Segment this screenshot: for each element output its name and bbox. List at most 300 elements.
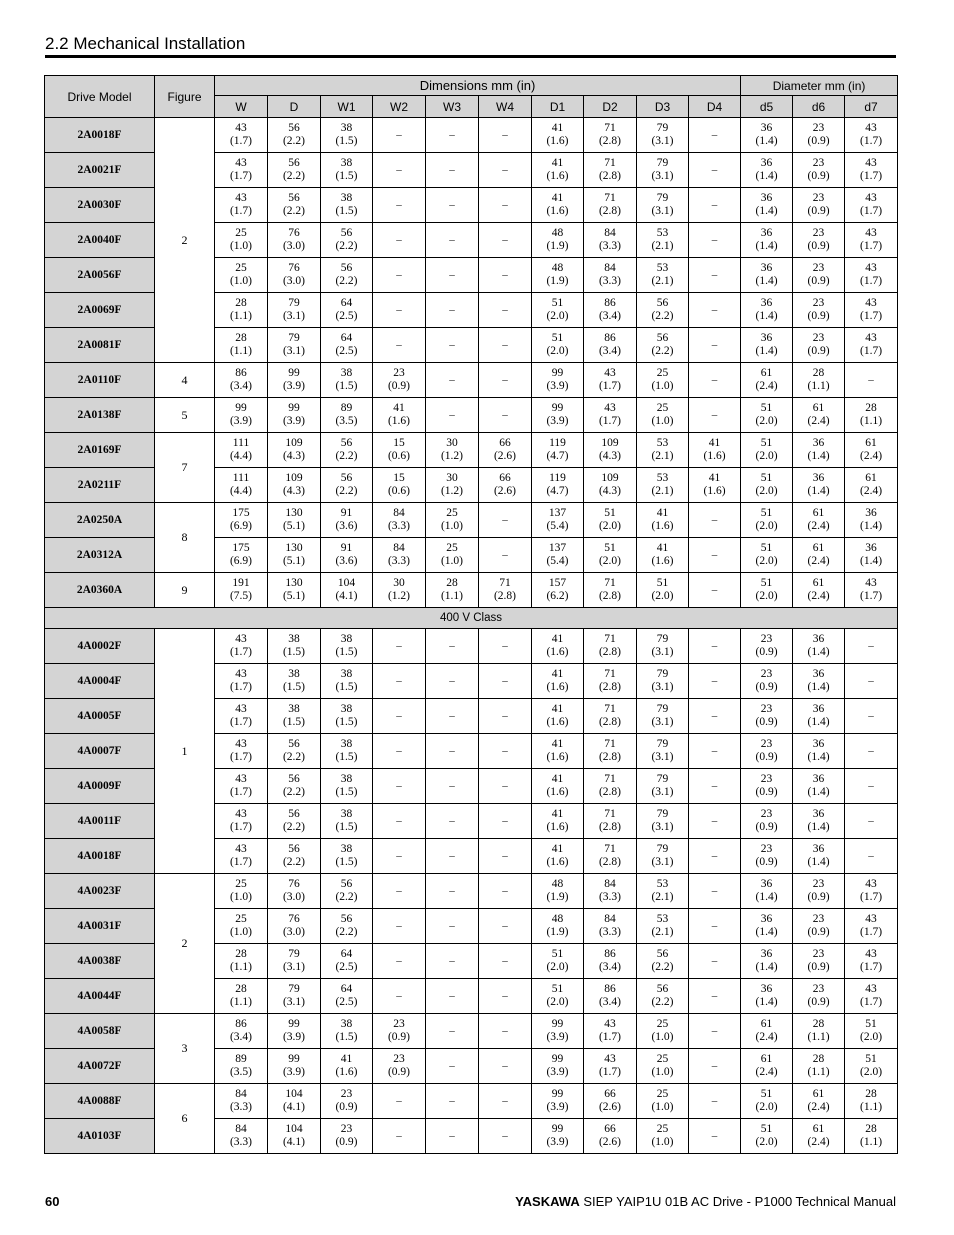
value-mm: 51: [760, 507, 773, 519]
value-mm: 41: [656, 507, 669, 519]
value-in: (1.7): [229, 205, 253, 217]
value-mm: –: [711, 233, 718, 246]
dimension-cell: [845, 769, 898, 804]
dimension-cell: [373, 629, 426, 664]
dimension-cell: [689, 1119, 741, 1154]
dimension-cell: [793, 258, 845, 293]
dimension-cell: [532, 153, 584, 188]
value-mm: 36: [865, 507, 877, 519]
dimension-cell: [845, 363, 898, 398]
dimension-cell: [373, 1049, 426, 1084]
dimension-cell: [479, 328, 532, 363]
value-mm: 71: [604, 738, 616, 750]
value-mm: 130: [285, 507, 303, 519]
dimension-cell: [479, 1049, 532, 1084]
dimension-cell: [321, 468, 373, 503]
value-in: (2.8): [598, 821, 622, 833]
dimension-cell: [793, 503, 845, 538]
dimension-cell: [845, 664, 898, 699]
value-mm: –: [502, 744, 508, 757]
value-mm: 76: [288, 913, 300, 925]
dimension-cell: [373, 258, 426, 293]
dimension-cell: [584, 328, 637, 363]
value-mm: 86: [235, 367, 247, 379]
dimension-cell: [845, 328, 898, 363]
value-mm: 79: [656, 773, 669, 785]
dimension-cell: [845, 909, 898, 944]
value-mm: 23: [812, 122, 825, 134]
value-mm: 66: [604, 1123, 616, 1135]
value-in: (1.0): [229, 275, 253, 287]
value-in: (2.0): [598, 520, 622, 532]
value-mm: 36: [760, 878, 773, 890]
dimension-cell: [268, 188, 321, 223]
value-mm: 157: [548, 577, 567, 589]
dimension-cell: [793, 979, 845, 1014]
value-mm: 43: [235, 157, 247, 169]
value-mm: 109: [601, 472, 619, 484]
value-mm: 71: [604, 703, 616, 715]
value-in: (3.3): [387, 520, 411, 532]
value-in: (1.4): [807, 751, 830, 763]
dimension-cell: [637, 1049, 689, 1084]
value-mm: 89: [340, 402, 353, 414]
value-mm: –: [449, 744, 455, 757]
value-mm: 175: [232, 542, 250, 554]
value-in: (3.0): [282, 926, 306, 938]
value-in: (1.6): [546, 681, 569, 693]
value-in: (1.7): [860, 961, 883, 973]
dimension-cell: [584, 538, 637, 573]
value-mm: –: [711, 583, 718, 596]
value-mm: 61: [812, 507, 825, 519]
value-in: (1.7): [598, 380, 622, 392]
dimension-cell: [321, 503, 373, 538]
dimension-cell: [845, 258, 898, 293]
value-mm: 41: [551, 122, 564, 134]
value-mm: 36: [812, 633, 825, 645]
value-mm: 99: [551, 1088, 564, 1100]
value-mm: 41: [551, 703, 564, 715]
value-mm: 89: [235, 1053, 247, 1065]
value-mm: 38: [340, 122, 353, 134]
dimension-cell: [215, 118, 268, 153]
value-mm: –: [868, 779, 874, 792]
dimension-cell: [215, 874, 268, 909]
dimension-cell: [741, 328, 793, 363]
table-row: [45, 398, 898, 433]
value-in: (5.1): [282, 590, 306, 602]
value-mm: 71: [499, 577, 511, 589]
value-mm: –: [711, 128, 718, 141]
dimension-cell: [532, 804, 584, 839]
dimension-cell: [584, 1014, 637, 1049]
dimension-cell: [637, 328, 689, 363]
dimension-cell: [268, 363, 321, 398]
value-in: (1.4): [755, 345, 778, 357]
value-in: (2.2): [335, 485, 358, 497]
value-mm: 43: [865, 122, 877, 134]
value-mm: 51: [760, 542, 773, 554]
dimension-cell: [584, 769, 637, 804]
value-in: (1.5): [335, 821, 358, 833]
value-in: (3.1): [651, 786, 674, 798]
value-in: (1.4): [755, 170, 778, 182]
value-mm: 53: [656, 913, 669, 925]
value-mm: –: [711, 954, 718, 967]
value-mm: 25: [446, 507, 458, 519]
dimension-cell: [426, 398, 479, 433]
value-mm: 84: [604, 262, 616, 274]
dimension-cell: [584, 293, 637, 328]
dimension-cell: [373, 804, 426, 839]
value-in: (1.5): [335, 170, 358, 182]
dimension-cell: [268, 538, 321, 573]
dimension-cell: [741, 699, 793, 734]
dimension-cell: [321, 258, 373, 293]
value-in: (3.1): [651, 856, 674, 868]
dimension-cell: [479, 909, 532, 944]
dimension-cell: [479, 538, 532, 573]
dimension-cell: [532, 909, 584, 944]
value-mm: 56: [288, 122, 300, 134]
value-mm: 43: [865, 983, 877, 995]
dimension-cell: [268, 573, 321, 608]
value-mm: 130: [285, 542, 303, 554]
value-mm: 99: [288, 402, 300, 414]
value-mm: 137: [548, 542, 567, 554]
dimension-cell: [689, 944, 741, 979]
value-mm: –: [711, 779, 718, 792]
value-mm: 84: [393, 542, 405, 554]
value-in: (1.1): [807, 1066, 830, 1078]
value-mm: 76: [288, 878, 300, 890]
column-header: D1: [532, 96, 584, 118]
value-mm: 66: [499, 472, 511, 484]
dimension-cell: [268, 629, 321, 664]
dimension-cell: [215, 223, 268, 258]
value-in: (1.6): [546, 716, 569, 728]
value-mm: 86: [235, 1018, 247, 1030]
dimension-cell: [689, 538, 741, 573]
dimension-cell: [426, 293, 479, 328]
value-mm: 30: [446, 472, 458, 484]
dimension-cell: [321, 909, 373, 944]
dimension-cell: [426, 363, 479, 398]
value-mm: 48: [551, 227, 564, 239]
value-in: (3.1): [651, 716, 674, 728]
dimension-cell: [637, 258, 689, 293]
dimension-cell: [268, 223, 321, 258]
value-in: (2.2): [282, 170, 306, 182]
dimension-cell: [426, 468, 479, 503]
dimension-cell: [584, 804, 637, 839]
value-mm: –: [502, 639, 508, 652]
voltage-class-label: 400 V Class: [45, 608, 898, 629]
dimension-cell: [479, 573, 532, 608]
value-mm: 38: [340, 703, 353, 715]
dimension-cell: [426, 1014, 479, 1049]
value-mm: 28: [865, 402, 877, 414]
value-in: (1.4): [755, 240, 778, 252]
dimension-cell: [373, 769, 426, 804]
value-mm: 23: [812, 332, 825, 344]
dimension-cell: [321, 433, 373, 468]
value-in: (0.9): [807, 345, 830, 357]
value-mm: 79: [288, 948, 300, 960]
value-mm: 41: [551, 633, 564, 645]
dimension-cell: [215, 1014, 268, 1049]
dimension-cell: [215, 944, 268, 979]
value-mm: –: [396, 779, 402, 792]
dimension-cell: [215, 1119, 268, 1154]
dimension-cell: [479, 734, 532, 769]
value-mm: 56: [340, 878, 353, 890]
dimension-cell: [373, 874, 426, 909]
dimension-cell: [637, 769, 689, 804]
dimension-cell: [321, 629, 373, 664]
value-in: (1.4): [860, 555, 883, 567]
value-in: (2.2): [282, 205, 306, 217]
dimension-cell: [793, 839, 845, 874]
value-mm: –: [711, 338, 718, 351]
value-in: (1.7): [860, 996, 883, 1008]
value-mm: 25: [235, 227, 247, 239]
dimension-cell: [268, 839, 321, 874]
value-in: (3.1): [282, 961, 306, 973]
value-mm: 41: [551, 808, 564, 820]
dimension-cell: [793, 769, 845, 804]
dimension-cell: [584, 874, 637, 909]
value-mm: 43: [865, 878, 877, 890]
value-in: (2.4): [807, 1136, 830, 1148]
value-mm: 43: [865, 157, 877, 169]
dimension-cell: [584, 398, 637, 433]
value-in: (2.4): [807, 555, 830, 567]
table-row: [45, 629, 898, 664]
drive-model-cell: 4A0023F: [45, 874, 155, 909]
value-in: (2.0): [755, 485, 778, 497]
value-mm: 41: [551, 773, 564, 785]
dimension-cell: [741, 1084, 793, 1119]
value-mm: 56: [340, 437, 353, 449]
value-in: (1.2): [440, 485, 464, 497]
value-mm: 51: [551, 297, 564, 309]
value-mm: –: [502, 884, 508, 897]
value-mm: 48: [551, 262, 564, 274]
value-mm: 38: [340, 843, 353, 855]
value-in: (1.5): [335, 856, 358, 868]
value-mm: 71: [604, 122, 616, 134]
dimension-cell: [689, 874, 741, 909]
value-mm: 23: [760, 843, 773, 855]
value-mm: 36: [760, 948, 773, 960]
dimension-cell: [584, 188, 637, 223]
dimension-cell: [793, 664, 845, 699]
value-in: (1.9): [546, 240, 569, 252]
dimension-cell: [479, 804, 532, 839]
value-in: (1.4): [807, 786, 830, 798]
value-mm: –: [449, 709, 455, 722]
value-in: (1.7): [860, 205, 883, 217]
dimension-cell: [689, 1084, 741, 1119]
value-in: (4.3): [282, 450, 306, 462]
dimension-cell: [689, 433, 741, 468]
dimension-cell: [215, 734, 268, 769]
dimension-cell: [845, 629, 898, 664]
table-row: [45, 433, 898, 468]
value-mm: 51: [760, 437, 773, 449]
value-mm: 36: [812, 738, 825, 750]
value-in: (2.6): [598, 1136, 622, 1148]
column-header: d7: [845, 96, 898, 118]
value-mm: –: [396, 1094, 402, 1107]
dimension-cell: [321, 944, 373, 979]
value-mm: 25: [235, 878, 247, 890]
dimension-cell: [689, 293, 741, 328]
value-mm: –: [868, 373, 874, 386]
dimension-cell: [741, 839, 793, 874]
drive-model-cell: 4A0011F: [45, 804, 155, 839]
dimension-cell: [532, 468, 584, 503]
value-mm: 71: [604, 157, 616, 169]
value-mm: 41: [551, 668, 564, 680]
dimension-cell: [637, 398, 689, 433]
value-mm: 43: [865, 297, 877, 309]
value-mm: 61: [865, 472, 877, 484]
dimension-cell: [426, 979, 479, 1014]
value-mm: –: [711, 849, 718, 862]
value-mm: –: [711, 163, 718, 176]
value-mm: 41: [708, 437, 721, 449]
value-in: (0.9): [755, 821, 778, 833]
dimension-cell: [479, 293, 532, 328]
value-in: (3.1): [651, 135, 674, 147]
value-mm: 53: [656, 227, 669, 239]
value-in: (1.0): [651, 1136, 674, 1148]
value-in: (1.4): [755, 275, 778, 287]
value-in: (4.1): [282, 1101, 306, 1113]
value-mm: 71: [604, 808, 616, 820]
value-mm: 86: [604, 983, 616, 995]
value-in: (3.1): [282, 996, 306, 1008]
dimension-cell: [215, 804, 268, 839]
dimension-cell: [741, 398, 793, 433]
dimension-cell: [637, 944, 689, 979]
value-in: (2.2): [651, 310, 674, 322]
dimension-cell: [373, 699, 426, 734]
dimension-cell: [637, 573, 689, 608]
value-mm: 36: [865, 542, 877, 554]
value-mm: –: [868, 674, 874, 687]
value-mm: –: [711, 373, 718, 386]
dimension-cell: [426, 433, 479, 468]
value-in: (1.1): [860, 415, 883, 427]
value-mm: 25: [235, 913, 247, 925]
dimension-cell: [689, 1014, 741, 1049]
dimension-cell: [741, 538, 793, 573]
value-mm: 38: [288, 633, 300, 645]
dimension-cell: [373, 538, 426, 573]
dimension-cell: [321, 1084, 373, 1119]
value-in: (0.6): [387, 485, 411, 497]
value-mm: 23: [393, 367, 405, 379]
dimension-cell: [689, 804, 741, 839]
value-mm: 23: [393, 1018, 405, 1030]
value-mm: 41: [551, 192, 564, 204]
dimension-cell: [321, 118, 373, 153]
value-in: (2.2): [282, 856, 306, 868]
value-in: (2.8): [598, 751, 622, 763]
dimension-cell: [268, 118, 321, 153]
dimension-cell: [584, 1049, 637, 1084]
value-in: (3.1): [651, 646, 674, 658]
value-in: (2.8): [598, 170, 622, 182]
value-mm: 99: [551, 1123, 564, 1135]
value-in: (0.9): [755, 751, 778, 763]
dimension-cell: [268, 944, 321, 979]
dimension-cell: [479, 188, 532, 223]
dimension-cell: [637, 1119, 689, 1154]
value-in: (4.4): [229, 450, 253, 462]
value-in: (1.1): [440, 590, 464, 602]
value-in: (3.9): [229, 415, 253, 427]
value-mm: 43: [865, 577, 877, 589]
value-mm: 43: [235, 808, 247, 820]
value-mm: 99: [288, 367, 300, 379]
dimension-cell: [689, 503, 741, 538]
dimension-cell: [689, 328, 741, 363]
dimension-cell: [741, 258, 793, 293]
value-mm: 56: [656, 297, 669, 309]
dimension-cell: [689, 734, 741, 769]
value-mm: 99: [551, 1053, 564, 1065]
value-in: (2.1): [651, 275, 674, 287]
dimension-cell: [584, 258, 637, 293]
value-mm: 43: [604, 402, 616, 414]
value-mm: 23: [340, 1123, 353, 1135]
value-mm: 43: [604, 367, 616, 379]
value-mm: 111: [232, 472, 250, 484]
dimension-cell: [584, 1084, 637, 1119]
value-mm: 38: [288, 668, 300, 680]
dimension-cell: [845, 979, 898, 1014]
value-in: (2.6): [493, 450, 517, 462]
dimension-cell: [215, 909, 268, 944]
value-mm: 56: [656, 332, 669, 344]
value-in: (0.9): [807, 961, 830, 973]
value-in: (2.6): [598, 1101, 622, 1113]
value-mm: 61: [812, 402, 825, 414]
value-in: (1.5): [335, 135, 358, 147]
value-in: (2.6): [493, 485, 517, 497]
value-in: (2.4): [755, 1031, 778, 1043]
value-mm: 43: [865, 332, 877, 344]
dimension-cell: [584, 468, 637, 503]
value-in: (2.0): [546, 310, 569, 322]
value-mm: 23: [812, 948, 825, 960]
value-mm: 43: [604, 1053, 616, 1065]
table-row: [45, 1084, 898, 1119]
value-in: (1.2): [440, 450, 464, 462]
value-mm: 51: [551, 948, 564, 960]
column-header: D: [268, 96, 321, 118]
value-in: (3.4): [598, 961, 622, 973]
dimension-cell: [741, 153, 793, 188]
dimension-cell: [268, 664, 321, 699]
value-mm: –: [502, 268, 508, 281]
dimension-cell: [845, 944, 898, 979]
